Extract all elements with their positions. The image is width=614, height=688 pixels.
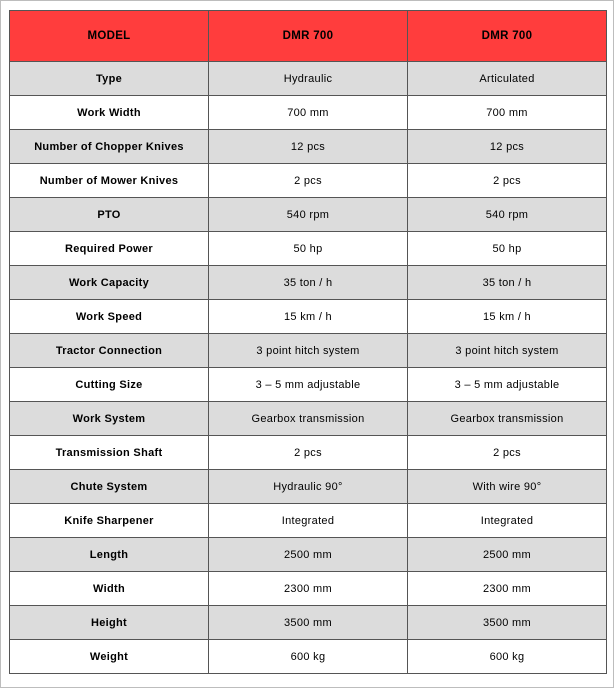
row-value-model-2: 2 pcs bbox=[408, 164, 607, 198]
row-value-model-1: Hydraulic bbox=[209, 62, 408, 96]
row-value-model-1: 2300 mm bbox=[209, 572, 408, 606]
row-value-model-1: 600 kg bbox=[209, 640, 408, 674]
row-label: Type bbox=[10, 62, 209, 96]
row-label: Number of Chopper Knives bbox=[10, 130, 209, 164]
row-label: Weight bbox=[10, 640, 209, 674]
table-row bbox=[10, 130, 607, 164]
row-label: Work Speed bbox=[10, 300, 209, 334]
table-row bbox=[10, 62, 607, 96]
row-label: Transmission Shaft bbox=[10, 436, 209, 470]
row-value-model-2: 540 rpm bbox=[408, 198, 607, 232]
row-value-model-1: 2500 mm bbox=[209, 538, 408, 572]
row-label: Knife Sharpener bbox=[10, 504, 209, 538]
row-value-model-2: 3 – 5 mm adjustable bbox=[408, 368, 607, 402]
row-value-model-2: Integrated bbox=[408, 504, 607, 538]
row-value-model-1: 3 point hitch system bbox=[209, 334, 408, 368]
row-value-model-2: 700 mm bbox=[408, 96, 607, 130]
row-label: Tractor Connection bbox=[10, 334, 209, 368]
row-value-model-2: 3 point hitch system bbox=[408, 334, 607, 368]
row-value-model-2: With wire 90° bbox=[408, 470, 607, 504]
row-label: Cutting Size bbox=[10, 368, 209, 402]
table-row bbox=[10, 402, 607, 436]
row-value-model-2: 12 pcs bbox=[408, 130, 607, 164]
row-value-model-2: Articulated bbox=[408, 62, 607, 96]
row-value-model-2: 15 km / h bbox=[408, 300, 607, 334]
table-row bbox=[10, 470, 607, 504]
table-row bbox=[10, 436, 607, 470]
table-row bbox=[10, 572, 607, 606]
table-row bbox=[10, 606, 607, 640]
row-value-model-1: 3500 mm bbox=[209, 606, 408, 640]
row-value-model-2: 2 pcs bbox=[408, 436, 607, 470]
table-row bbox=[10, 334, 607, 368]
row-label: Work Width bbox=[10, 96, 209, 130]
table-row bbox=[10, 164, 607, 198]
row-value-model-1: 12 pcs bbox=[209, 130, 408, 164]
row-label: Length bbox=[10, 538, 209, 572]
table-row bbox=[10, 198, 607, 232]
table-row bbox=[10, 368, 607, 402]
row-label: Work Capacity bbox=[10, 266, 209, 300]
row-value-model-1: 15 km / h bbox=[209, 300, 408, 334]
row-label: Chute System bbox=[10, 470, 209, 504]
row-value-model-2: 2300 mm bbox=[408, 572, 607, 606]
row-value-model-1: 2 pcs bbox=[209, 436, 408, 470]
row-label: Required Power bbox=[10, 232, 209, 266]
row-value-model-1: 2 pcs bbox=[209, 164, 408, 198]
row-value-model-1: 700 mm bbox=[209, 96, 408, 130]
row-label: PTO bbox=[10, 198, 209, 232]
header-model: MODEL bbox=[10, 11, 209, 62]
header-row bbox=[10, 11, 607, 62]
row-value-model-1: Hydraulic 90° bbox=[209, 470, 408, 504]
table-row bbox=[10, 300, 607, 334]
spec-table bbox=[9, 10, 607, 674]
row-label: Number of Mower Knives bbox=[10, 164, 209, 198]
table-row bbox=[10, 266, 607, 300]
row-label: Height bbox=[10, 606, 209, 640]
row-value-model-2: Gearbox transmission bbox=[408, 402, 607, 436]
row-value-model-1: Gearbox transmission bbox=[209, 402, 408, 436]
row-value-model-2: 3500 mm bbox=[408, 606, 607, 640]
table-row bbox=[10, 232, 607, 266]
row-value-model-1: 50 hp bbox=[209, 232, 408, 266]
header-model-2: DMR 700 bbox=[408, 11, 607, 62]
row-value-model-2: 600 kg bbox=[408, 640, 607, 674]
row-label: Work System bbox=[10, 402, 209, 436]
row-value-model-2: 2500 mm bbox=[408, 538, 607, 572]
row-value-model-1: 3 – 5 mm adjustable bbox=[209, 368, 408, 402]
table-row bbox=[10, 504, 607, 538]
row-value-model-1: 35 ton / h bbox=[209, 266, 408, 300]
row-value-model-2: 35 ton / h bbox=[408, 266, 607, 300]
table-row bbox=[10, 538, 607, 572]
row-value-model-2: 50 hp bbox=[408, 232, 607, 266]
row-value-model-1: 540 rpm bbox=[209, 198, 408, 232]
table-row bbox=[10, 96, 607, 130]
table-row bbox=[10, 640, 607, 674]
row-label: Width bbox=[10, 572, 209, 606]
header-model-1: DMR 700 bbox=[209, 11, 408, 62]
row-value-model-1: Integrated bbox=[209, 504, 408, 538]
